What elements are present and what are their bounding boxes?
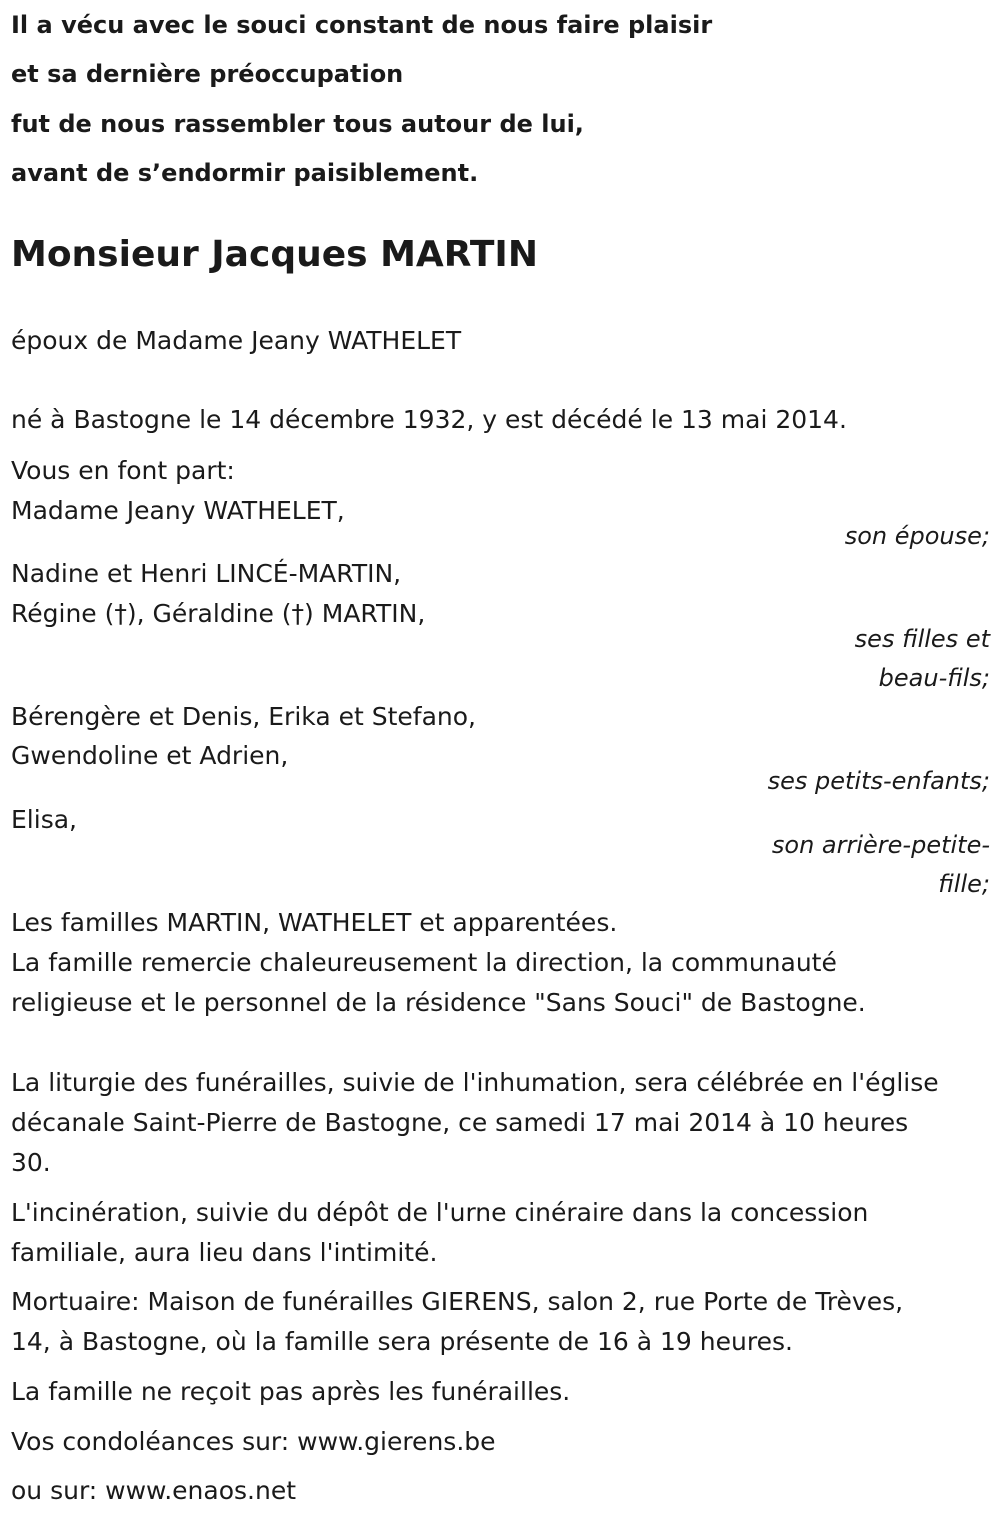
- spouse-name: Madame Jeany WATHELET,: [11, 496, 345, 525]
- spouse-line: époux de Madame Jeany WATHELET: [11, 326, 462, 355]
- thanks-line: La famille remercie chaleureusement la direction, la communauté: [11, 948, 837, 977]
- children-names: Nadine et Henri LINCÉ-MARTIN,: [11, 559, 402, 588]
- epitaph-line: fut de nous rassembler tous autour de lui,: [11, 110, 584, 138]
- thanks-line: religieuse et le personnel de la résidence "Sans Souci" de Bastogne.: [11, 988, 866, 1017]
- birth-death-line: né à Bastogne le 14 décembre 1932, y est décédé le 13 mai 2014.: [11, 405, 847, 434]
- relation-grandchildren: ses petits-enfants;: [767, 767, 990, 795]
- grandchildren-names: Bérengère et Denis, Erika et Stefano,: [11, 702, 476, 731]
- epitaph-line: avant de s’endormir paisiblement.: [11, 159, 479, 187]
- epitaph-line: et sa dernière préoccupation: [11, 60, 404, 88]
- liturgy-line: 30.: [11, 1148, 51, 1177]
- mortuary-line: Mortuaire: Maison de funérailles GIERENS, salon 2, rue Porte de Trèves,: [11, 1287, 904, 1316]
- great-grandchild-name: Elisa,: [11, 805, 77, 834]
- mortuary-line: 14, à Bastogne, où la famille sera présente de 16 à 19 heures.: [11, 1327, 793, 1356]
- condolences-line: Vos condoléances sur: www.gierens.be: [11, 1427, 496, 1456]
- liturgy-line: décanale Saint-Pierre de Bastogne, ce samedi 17 mai 2014 à 10 heures: [11, 1108, 909, 1137]
- epitaph-line: Il a vécu avec le souci constant de nous faire plaisir: [11, 11, 713, 39]
- deceased-name: Monsieur Jacques MARTIN: [11, 234, 538, 275]
- relation-children: ses filles et: [854, 625, 990, 653]
- grandchildren-names: Gwendoline et Adrien,: [11, 741, 289, 770]
- condolences-line-alt: ou sur: www.enaos.net: [11, 1476, 296, 1505]
- relation-spouse: son épouse;: [844, 522, 990, 550]
- incineration-line: familiale, aura lieu dans l'intimité.: [11, 1238, 438, 1267]
- announcement-intro: Vous en font part:: [11, 456, 235, 485]
- no-reception-line: La famille ne reçoit pas après les funérailles.: [11, 1377, 571, 1406]
- relation-children: beau-fils;: [878, 664, 990, 692]
- relation-great-grandchild: son arrière-petite-: [771, 831, 990, 859]
- incineration-line: L'incinération, suivie du dépôt de l'urne cinéraire dans la concession: [11, 1198, 869, 1227]
- liturgy-line: La liturgie des funérailles, suivie de l'inhumation, sera célébrée en l'église: [11, 1068, 939, 1097]
- relation-great-grandchild: fille;: [938, 870, 990, 898]
- families-line: Les familles MARTIN, WATHELET et apparentées.: [11, 908, 618, 937]
- children-names: Régine (†), Géraldine (†) MARTIN,: [11, 599, 426, 628]
